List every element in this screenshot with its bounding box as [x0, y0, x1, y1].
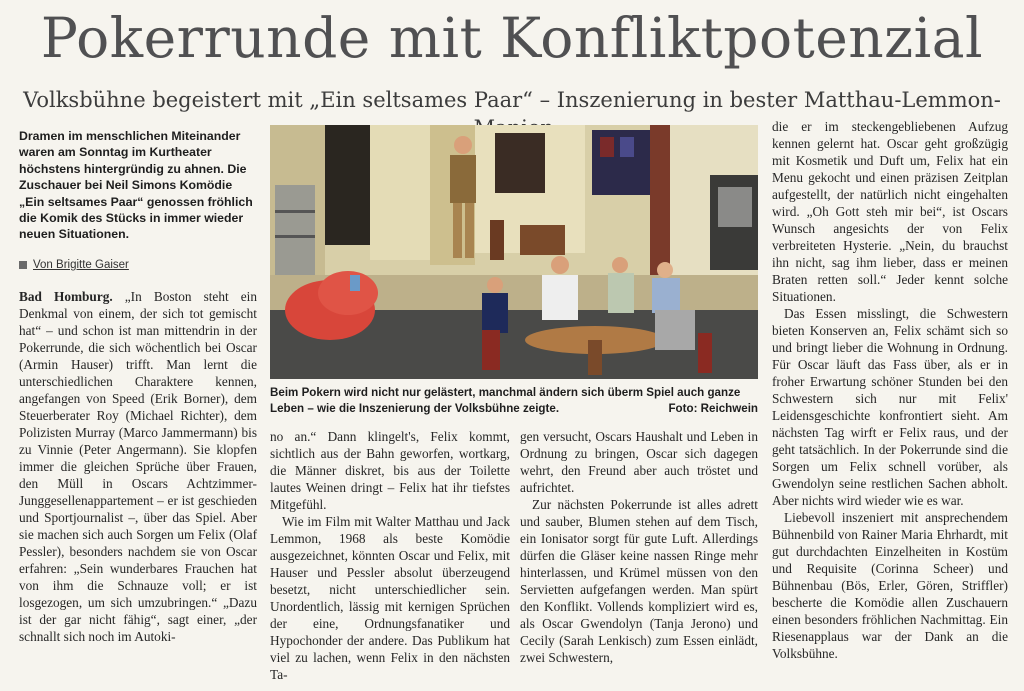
- byline-square-icon: [19, 261, 27, 269]
- stage-scene-image: [270, 125, 758, 379]
- body-paragraph: Liebevoll inszeniert mit ansprechendem Bühnenbild von Rainer Maria Ehrhardt, mit gut durchdachten Einzelheiten in Kostüm und Requisite (Corinna Scheer) und Bühnenbau (Bös, Erler, Gören, Striffler) bescherte die Komödie allen Zuschauern einen besonders fröhlichen Nachmittag. Ein Riesenapplaus war der Dank an die Volksbühne.: [772, 510, 1008, 661]
- body-text: „In Boston steht ein Denkmal von einem, der sich tot gemischt hat“ – und schon ist man mittendrin in der Pokerrunde, die sich wöchentlich bei Oscar (Armin Hauser) trifft. Man lernt die unterschiedlichen Charaktere kennen, angefangen von Speed (Erik Borner), dem Steuerberater Roy (Michael Richter), dem Polizisten Murray (Marco Jammermann) bis zu Vinnie (Peter Angermann). Sie klopfen immer die gleichen Sprüche über Frauen, den Müll in Oscars Achtzimmer-Junggesellenappartement – er ist geschieden und Sportjournalist –, über das Spiel. Aber sie machen sich auch Sorgen um Felix (Olaf Pessler), besonders nachdem sie von Oscar erfahren: „Sein wunderbares Frauchen hat von ihm die Schnauze voll; er ist losgezogen, um sich umzubringen.“ „Dazu ist der gar nicht fähig“, sagt einer, „der schnallt sich noch im Autoki-: [19, 288, 257, 644]
- headline: Pokerrunde mit Konfliktpotenzial: [40, 6, 984, 70]
- body-paragraph: gen versucht, Oscars Haushalt und Leben in Ordnung zu bringen, Oscar sich dagegen wehrt, den Freund aber auch tröstet und aufrichtet.: [520, 429, 758, 495]
- photo-caption: [270, 385, 758, 416]
- column-3: [520, 428, 758, 666]
- photo-credit: Foto: Reichwein: [668, 401, 758, 415]
- stage-photo: [270, 125, 758, 379]
- body-paragraph: die er im steckengebliebenen Aufzug kennen gelernt hat. Oscar geht großzügig mit Kosmetik und Duft um, Felix hat ein Menu gekocht und einen präzisen Zeitplan aufgestellt, der natürlich nicht eingehalten wird. „Oh Gott steh mir bei“, ist Oscars Wunsch angesichts der von Felix verbreiteten Hysterie. „Nein, du brauchst ihn nicht, sag ihm lieber, dass er meinen Braten retten soll.“ Jeder kennt solche Situationen.: [772, 119, 1008, 304]
- column-4: [772, 118, 1008, 662]
- body-paragraph: Das Essen misslingt, die Schwestern bieten Konserven an, Felix schämt sich so und bringt lieber die Wohnung in Ordnung. Für Oscar läuft das Fass über, als er in froher Erwartung schöner Stunden bei den Schwestern sich nur mit Felix' Leidensgeschichte konfrontiert sieht. Am nächsten Tag wirft er Felix raus, und der geht tatsächlich. In der Pokerrunde sind die Sorgen um Felix schnell vorüber, als Gwendolyn seine restlichen Sachen abholt. Aber nichts wird wieder wie es war.: [772, 306, 1008, 508]
- body-paragraph: Zur nächsten Pokerrunde ist alles adrett und sauber, Blumen stehen auf dem Tisch, ein Ionisator sorgt für gute Luft. Allerdings dürfen die Gläser keine nassen Ringe mehr hinterlassen, und Krümel müssen von den Servietten aufgefangen werden. Man spürt den Konflikt. Vollends kompliziert wird es, als Oscar Gwendolyn (Tanja Jerono) und Cecily (Sarah Lenkisch) zum Essen einlädt, zwei Schwestern,: [520, 497, 758, 665]
- column-1: [19, 128, 257, 645]
- lead-paragraph: Dramen im menschlichen Miteinander waren am Sonntag im Kurtheater höchstens hintergründig zu ahnen. Die Zuschauer bei Neil Simons Komödie „Ein seltsames Paar“ genossen fröhlich die Komik des Stücks in immer wieder neuen Situationen.: [19, 129, 253, 242]
- body-paragraph: no an.“ Dann klingelt's, Felix kommt, sichtlich aus der Bahn geworfen, wortkarg, die Männer diskret, bis aus der Toilette lautes Weinen dringt – Felix hat ihr tiefstes Mitgefühl.: [270, 429, 510, 512]
- subheadline: Volksbühne begeistert mit „Ein seltsames Paar“ – Inszenierung in bester Matthau-Lemmon-: [23, 88, 1001, 112]
- body-paragraph: Wie im Film mit Walter Matthau und Jack Lemmon, 1968 als beste Komödie ausgezeichnet, könnten Oscar und Felix, mit Hauser und Pessler absolut überzeugend besetzt, nicht unterschiedlicher sein. Unordentlich, lässig mit kernigen Sprüchen der eine, Ordnungsfanatiker und Hypochonder der andere. Das Publikum hat viel zu lachen, wenn Felix in den nächsten Ta-: [270, 514, 510, 682]
- body-paragraph: [19, 288, 257, 645]
- author-name: Von Brigitte Gaiser: [33, 258, 129, 271]
- column-2: [270, 428, 510, 683]
- dateline: Bad Homburg.: [19, 288, 113, 304]
- caption-text: Beim Pokern wird nicht nur gelästert, manchmal ändern sich überm Spiel auch ganze Leben – wie die Inszenierung der Volksbühne zeigte.: [270, 386, 741, 415]
- byline: [19, 257, 257, 274]
